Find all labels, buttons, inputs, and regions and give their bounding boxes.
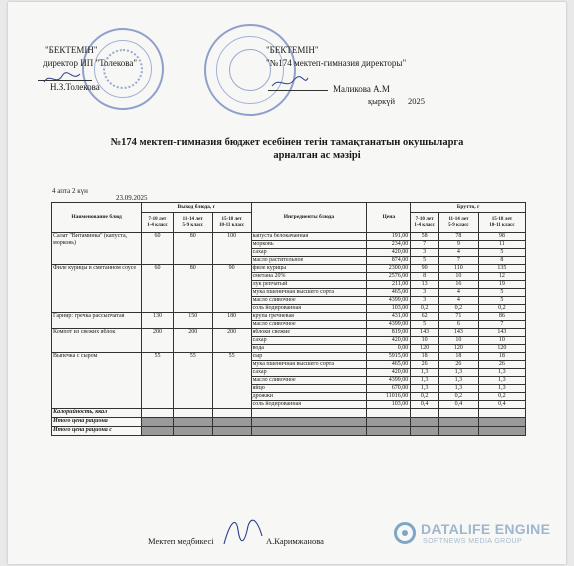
ingredient-price: 2576,00 — [367, 273, 411, 281]
ingredient-price: 819,00 — [367, 329, 411, 337]
ingredient-price: 670,00 — [367, 385, 411, 393]
ingredient-brutto: 7 — [411, 241, 439, 249]
ingredient-name: яблоки свежие — [251, 329, 367, 337]
dish-name: Салат "Витаминка" (капуста, морковь) — [52, 233, 142, 265]
footer-row — [52, 409, 526, 418]
dish-name: Выпечка с сыром — [52, 353, 142, 409]
ingredient-brutto: 71 — [438, 313, 478, 321]
ingredient-brutto: 3 — [411, 289, 439, 297]
ingredient-price: 211,00 — [367, 281, 411, 289]
col-header-ingredients: Ингредиенты блюда — [251, 203, 367, 233]
ingredient-price: 420,00 — [367, 369, 411, 377]
footer-label: Калорийность, ккал — [52, 409, 142, 418]
ingredient-brutto: 62 — [411, 313, 439, 321]
ingredient-name: дрожжи — [251, 393, 367, 401]
ingredient-brutto: 26 — [478, 361, 525, 369]
ingredient-name: вода — [251, 345, 367, 353]
footer-cell — [478, 427, 525, 436]
footer-cell — [438, 427, 478, 436]
col-header-age2-output: 11-14 лет 5-9 класс — [173, 213, 212, 233]
footer-cell — [173, 427, 212, 436]
footer-cell — [212, 409, 251, 418]
ingredient-name: лук репчатый — [251, 281, 367, 289]
ingredient-brutto: 8 — [478, 257, 525, 265]
ingredient-name: капуста белокачанная — [251, 233, 367, 241]
ingredient-brutto: 7 — [478, 321, 525, 329]
ingredient-price: 234,00 — [367, 241, 411, 249]
col-header-name: Наименование блюд — [52, 203, 142, 233]
dish-output-cell: 60 — [142, 265, 174, 313]
table-row — [52, 329, 526, 337]
ingredient-brutto: 26 — [438, 361, 478, 369]
ingredient-brutto: 10 — [438, 273, 478, 281]
ingredient-price: 11016,00 — [367, 393, 411, 401]
ingredient-brutto: 143 — [478, 329, 525, 337]
ingredient-name: сахар — [251, 337, 367, 345]
footer-cell — [367, 418, 411, 427]
ingredient-brutto: 1,3 — [411, 369, 439, 377]
ingredient-name: сыр — [251, 353, 367, 361]
ingredient-name: морковь — [251, 241, 367, 249]
col-header-age1-brutto: 7-10 лет 1-4 класс — [411, 213, 439, 233]
medic-signature — [218, 512, 268, 550]
ingredient-brutto: 0,4 — [438, 401, 478, 409]
dish-output-cell: 90 — [212, 265, 251, 313]
footer-cell — [142, 409, 174, 418]
footer-cell — [173, 418, 212, 427]
footer-cell — [173, 409, 212, 418]
ingredient-brutto: 1,3 — [438, 385, 478, 393]
ingredient-brutto: 86 — [478, 313, 525, 321]
approval-month: қыркүй — [368, 96, 396, 106]
ingredient-brutto: 4 — [438, 289, 478, 297]
ingredient-brutto: 120 — [411, 345, 439, 353]
footer-label: Итого цена рациона — [52, 418, 142, 427]
ingredient-brutto: 10 — [411, 337, 439, 345]
dish-output-cell: 200 — [212, 329, 251, 353]
ingredient-price: 5915,00 — [367, 353, 411, 361]
ingredient-price: 431,00 — [367, 313, 411, 321]
menu-table — [51, 202, 526, 436]
footer-cell — [142, 427, 174, 436]
ingredient-name: мука пшеничная высшего сорта — [251, 289, 367, 297]
footer-cell — [212, 427, 251, 436]
ingredient-brutto: 6 — [438, 321, 478, 329]
ingredient-brutto: 1,3 — [478, 377, 525, 385]
ingredient-brutto: 26 — [411, 361, 439, 369]
footer-row — [52, 418, 526, 427]
left-approval-name: Н.З.Толекова — [50, 82, 100, 92]
ingredient-price: 103,00 — [367, 305, 411, 313]
menu-document — [8, 2, 566, 564]
footer-cell — [478, 418, 525, 427]
ingredient-brutto: 5 — [478, 289, 525, 297]
footer-row — [52, 427, 526, 436]
ingredient-price: 465,00 — [367, 361, 411, 369]
ingredient-name: масло растительное — [251, 257, 367, 265]
ingredient-brutto: 19 — [478, 281, 525, 289]
dish-output-cell: 80 — [173, 233, 212, 265]
dish-output-cell: 150 — [173, 313, 212, 329]
ingredient-brutto: 5 — [411, 321, 439, 329]
ingredient-name: соль йодированная — [251, 401, 367, 409]
ingredient-price: 2300,00 — [367, 265, 411, 273]
medic-label: Мектеп медбикесі — [148, 536, 214, 546]
table-row — [52, 353, 526, 361]
dish-name: Гарнир: гречка рассыпчатая — [52, 313, 142, 329]
ingredient-name: филе курицы — [251, 265, 367, 273]
ingredient-brutto: 78 — [438, 233, 478, 241]
left-approval-org: "БЕКТЕМІН" — [45, 45, 98, 55]
dish-name: Филе курицы в сметанном соусе — [52, 265, 142, 313]
dish-output-cell: 200 — [173, 329, 212, 353]
ingredient-brutto: 90 — [411, 265, 439, 273]
ingredient-brutto: 1,3 — [411, 385, 439, 393]
ingredient-brutto: 3 — [411, 297, 439, 305]
ingredient-brutto: 0,2 — [411, 305, 439, 313]
col-header-age3-brutto: 15-18 лет 10-11 класс — [478, 213, 525, 233]
ingredient-brutto: 3 — [411, 249, 439, 257]
ingredient-price: 420,00 — [367, 249, 411, 257]
ingredient-price: 4399,00 — [367, 321, 411, 329]
ingredient-brutto: 0,2 — [478, 305, 525, 313]
ingredient-brutto: 143 — [411, 329, 439, 337]
ingredient-brutto: 58 — [411, 233, 439, 241]
ingredient-brutto: 5 — [478, 297, 525, 305]
ingredient-brutto: 0,2 — [438, 305, 478, 313]
ingredient-brutto: 1,3 — [411, 377, 439, 385]
ingredient-brutto: 1,3 — [438, 377, 478, 385]
watermark-subtitle: SOFTNEWS MEDIA GROUP — [423, 538, 523, 545]
ingredient-brutto: 120 — [438, 345, 478, 353]
menu-title-line1: №174 мектеп-гимназия бюджет есебінен тегін тамақтанатын окушыларга — [110, 137, 464, 148]
footer-cell — [251, 409, 367, 418]
col-header-output: Выход блюда, г — [142, 203, 252, 213]
ingredient-brutto: 5 — [411, 257, 439, 265]
footer-cell — [411, 418, 439, 427]
ingredient-brutto: 16 — [438, 281, 478, 289]
col-header-age3-output: 15-18 лет 10-11 класс — [212, 213, 251, 233]
ingredient-price: 465,00 — [367, 289, 411, 297]
ingredient-brutto: 1,3 — [478, 369, 525, 377]
ingredient-brutto: 143 — [438, 329, 478, 337]
ingredient-name: масло сливочное — [251, 377, 367, 385]
dish-output-cell: 60 — [142, 233, 174, 265]
footer-cell — [478, 409, 525, 418]
ingredient-name: соль йодированная — [251, 305, 367, 313]
ingredient-brutto: 4 — [438, 297, 478, 305]
footer-cell — [367, 409, 411, 418]
ingredient-price: 4399,00 — [367, 297, 411, 305]
medic-name: А.Каримжанова — [266, 536, 324, 546]
watermark-title: DATALIFE ENGINE — [421, 521, 551, 537]
dish-output-cell: 100 — [212, 233, 251, 265]
dish-output-cell: 55 — [212, 353, 251, 409]
col-header-brutto: Брутто, г — [411, 203, 526, 213]
table-row — [52, 313, 526, 321]
footer-cell — [411, 409, 439, 418]
dish-output-cell: 200 — [142, 329, 174, 353]
ingredient-name: сахар — [251, 369, 367, 377]
ingredient-brutto: 8 — [411, 273, 439, 281]
ingredient-brutto: 135 — [478, 265, 525, 273]
ingredient-price: 874,00 — [367, 257, 411, 265]
ingredient-price: 103,00 — [367, 401, 411, 409]
footer-cell — [142, 418, 174, 427]
ingredient-price: 420,00 — [367, 337, 411, 345]
dish-name: Компот из свежих яблок — [52, 329, 142, 353]
ingredient-brutto: 18 — [411, 353, 439, 361]
dish-output-cell: 80 — [173, 265, 212, 313]
ingredient-brutto: 0,2 — [438, 393, 478, 401]
right-approval-director: "№174 мектеп-гимназия директоры" — [266, 58, 407, 68]
ingredient-brutto: 0,2 — [411, 393, 439, 401]
menu-table-body — [52, 233, 526, 436]
footer-cell — [411, 427, 439, 436]
table-row — [52, 265, 526, 273]
dish-output-cell: 180 — [212, 313, 251, 329]
ingredient-name: яйцо — [251, 385, 367, 393]
footer-cell — [251, 427, 367, 436]
footer-label: Итого цена рациона с — [52, 427, 142, 436]
ingredient-price: 191,00 — [367, 233, 411, 241]
footer-cell — [367, 427, 411, 436]
week-day-label: 4 апта 2 күн — [52, 187, 88, 195]
ingredient-brutto: 1,3 — [478, 385, 525, 393]
ingredient-name: масло сливочное — [251, 321, 367, 329]
col-header-age1-output: 7-10 лет 1-4 класс — [142, 213, 174, 233]
ingredient-brutto: 10 — [438, 337, 478, 345]
footer-cell — [212, 418, 251, 427]
right-approval-org: "БЕКТЕМІН" — [266, 45, 319, 55]
ingredient-brutto: 0,2 — [478, 393, 525, 401]
right-approval-name: Маликова А.М — [333, 84, 390, 94]
footer-cell — [438, 409, 478, 418]
left-company-stamp — [82, 28, 164, 110]
ingredient-brutto: 7 — [438, 257, 478, 265]
ingredient-brutto: 1,3 — [438, 369, 478, 377]
ingredient-brutto: 120 — [478, 345, 525, 353]
right-signature — [270, 74, 310, 92]
ingredient-name: масло сливочное — [251, 297, 367, 305]
ingredient-brutto: 5 — [478, 249, 525, 257]
ingredient-brutto: 4 — [438, 249, 478, 257]
ingredient-brutto: 110 — [438, 265, 478, 273]
menu-date: 23.09.2025 — [116, 194, 148, 202]
table-row — [52, 233, 526, 241]
datalife-logo-icon — [394, 522, 416, 544]
dish-output-cell: 55 — [142, 353, 174, 409]
ingredient-brutto: 18 — [438, 353, 478, 361]
ingredient-brutto: 11 — [478, 241, 525, 249]
ingredient-brutto: 9 — [438, 241, 478, 249]
approval-year: 2025 — [408, 96, 425, 106]
footer-cell — [438, 418, 478, 427]
col-header-age2-brutto: 11-14 лет 5-9 класс — [438, 213, 478, 233]
ingredient-brutto: 0,4 — [411, 401, 439, 409]
ingredient-brutto: 10 — [478, 337, 525, 345]
ingredient-name: сахар — [251, 249, 367, 257]
col-header-price: Цена — [367, 203, 411, 233]
ingredient-brutto: 98 — [478, 233, 525, 241]
ingredient-price: 4399,00 — [367, 377, 411, 385]
ingredient-brutto: 18 — [478, 353, 525, 361]
ingredient-name: мука пшеничная высшего сорта — [251, 361, 367, 369]
menu-title-line2: арналган ас мәзірі — [273, 150, 361, 161]
ingredient-brutto: 13 — [411, 281, 439, 289]
footer-cell — [251, 418, 367, 427]
dish-output-cell: 55 — [173, 353, 212, 409]
right-school-stamp — [204, 24, 296, 116]
ingredient-brutto: 12 — [478, 273, 525, 281]
left-approval-director: директор ИП "Толекова" — [43, 58, 138, 68]
ingredient-name: крупа гречневая — [251, 313, 367, 321]
ingredient-name: сметана 20% — [251, 273, 367, 281]
dish-output-cell: 130 — [142, 313, 174, 329]
ingredient-price: 0,00 — [367, 345, 411, 353]
ingredient-brutto: 0,4 — [478, 401, 525, 409]
